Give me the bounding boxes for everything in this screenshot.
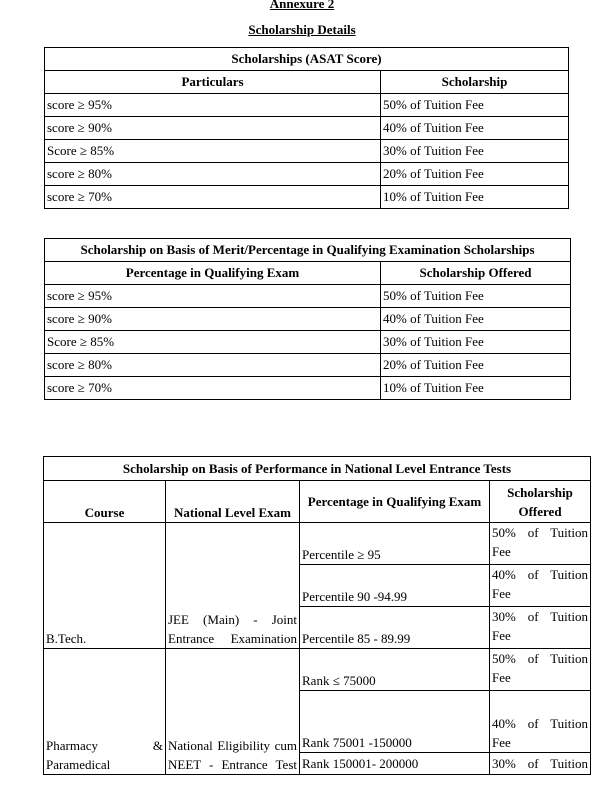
national-table-title: Scholarship on Basis of Performance in National Level Entrance Tests [44,457,591,481]
criterion-cell: score ≥ 90% [45,308,381,331]
scholarship-cell: 30% of Tuition Fee [381,140,569,163]
merit-col-percentage: Percentage in Qualifying Exam [45,262,381,285]
criterion-cell: Percentile 85 - 89.99 [300,607,490,649]
criterion-cell: Rank 150001- 200000 [300,753,490,775]
asat-table-title: Scholarships (ASAT Score) [45,48,569,71]
scholarship-cell: 40% of Tuition Fee [490,691,591,753]
asat-col-particulars: Particulars [45,71,381,94]
table-row [45,377,571,400]
criterion-cell: score ≥ 70% [45,377,381,400]
asat-col-scholarship: Scholarship [381,71,569,94]
scholarship-cell: 40% of Tuition Fee [381,308,571,331]
table-row [44,649,591,691]
exam-cell-jee: JEE (Main) - Joint Entrance Examination [166,523,300,649]
criterion-cell: Percentile ≥ 95 [300,523,490,565]
annexure-heading: Annexure 2 [269,0,335,11]
scholarship-cell: 30% of Tuition Fee [381,331,571,354]
scholarship-cell: 40% of Tuition Fee [490,565,591,607]
scholarship-cell: 50% of Tuition Fee [381,285,571,308]
course-cell-pharmacy: Pharmacy & Paramedical [44,649,166,775]
national-entrance-scholarship-table [43,456,591,775]
merit-scholarship-table [44,238,571,400]
criterion-cell: Rank 75001 -150000 [300,691,490,753]
scholarship-cell: 10% of Tuition Fee [381,186,569,209]
criterion-cell: Rank ≤ 75000 [300,649,490,691]
criterion-cell: Score ≥ 85% [45,331,381,354]
table-row [45,186,569,209]
criterion-cell: score ≥ 95% [45,285,381,308]
scholarship-cell: 30% of Tuition [490,753,591,775]
criterion-cell: score ≥ 95% [45,94,381,117]
table-row [45,354,571,377]
merit-col-scholarship: Scholarship Offered [381,262,571,285]
scholarship-cell: 50% of Tuition Fee [490,649,591,691]
course-cell-btech: B.Tech. [44,523,166,649]
criterion-cell: Score ≥ 85% [45,140,381,163]
table-row [45,285,571,308]
scholarship-cell: 10% of Tuition Fee [381,377,571,400]
scholarship-cell: 50% of Tuition Fee [381,94,569,117]
scholarship-cell: 20% of Tuition Fee [381,354,571,377]
criterion-cell: score ≥ 70% [45,186,381,209]
exam-cell-neet: National Eligibility cum NEET - Entrance Test [166,649,300,775]
scholarship-cell: 50% of Tuition Fee [490,523,591,565]
table-row [45,140,569,163]
criterion-cell: score ≥ 80% [45,354,381,377]
scholarship-details-heading: Scholarship Details [248,22,356,37]
table-row [45,163,569,186]
scholarship-cell: 20% of Tuition Fee [381,163,569,186]
national-col-percentage: Percentage in Qualifying Exam [300,481,490,523]
criterion-cell: score ≥ 80% [45,163,381,186]
criterion-cell: score ≥ 90% [45,117,381,140]
table-row [45,94,569,117]
table-row [45,331,571,354]
national-col-scholarship: Scholarship Offered [490,481,591,523]
table-row [44,523,591,565]
table-row [45,308,571,331]
merit-table-title: Scholarship on Basis of Merit/Percentage in Qualifying Examination Scholarships [45,239,571,262]
scholarship-cell: 40% of Tuition Fee [381,117,569,140]
table-row [45,117,569,140]
asat-scholarship-table [44,47,569,209]
national-col-course: Course [44,481,166,523]
scholarship-cell: 30% of Tuition Fee [490,607,591,649]
criterion-cell: Percentile 90 -94.99 [300,565,490,607]
national-col-exam: National Level Exam [166,481,300,523]
